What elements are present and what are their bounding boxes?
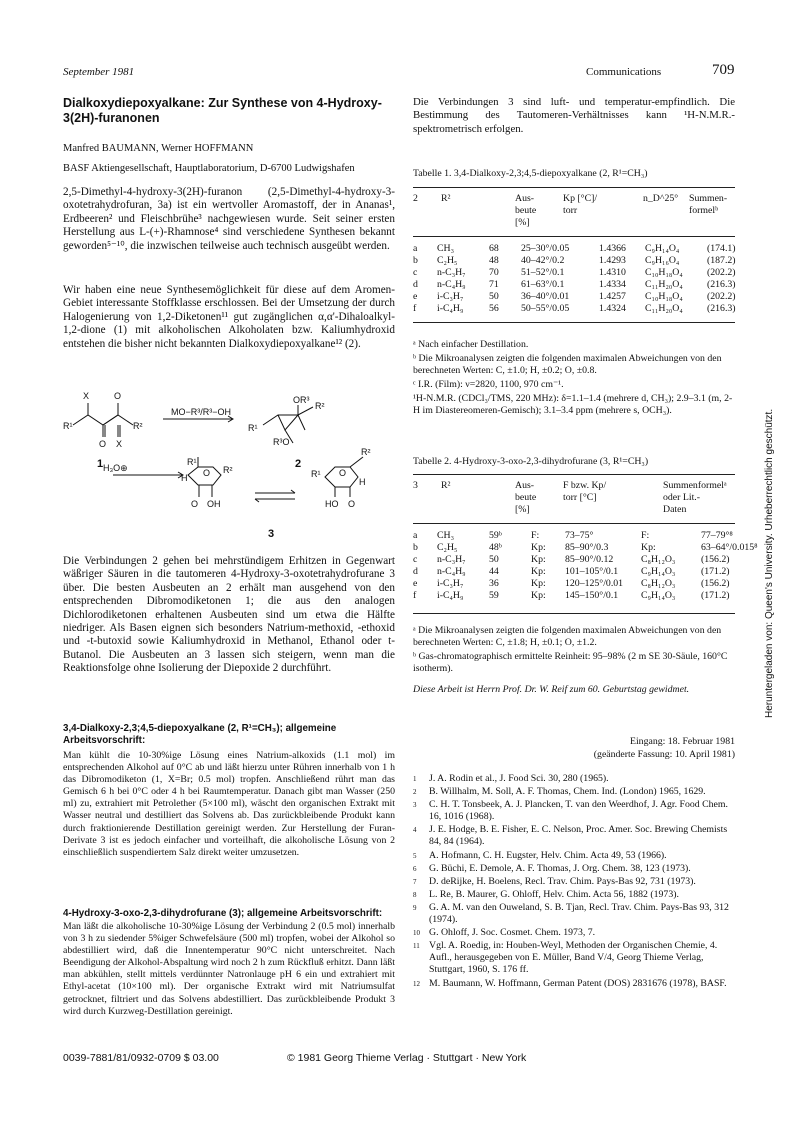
- table-2-cell: i-C₄H₉: [437, 590, 464, 601]
- paragraph-hydrolysis: Die Verbindungen 2 gehen bei mehrstündigem Erhitzen in Gegenwart wäßriger Säuren in die tautomeren 4-Hydroxy-3-oxotetrahydrofurane 3 über. Die besten Ausbeuten an 2 erhält man ausgehend von den entsprechenden Dibromodiketonen 1; die aus den analogen Dichlorodiketonen erhaltenen Ausbeuten sind um etwa die Hälfte niedriger. Als Basen eignen sich besonders Natrium-methoxid, -ethoxid und -t-butoxid sowie Kaliumhydroxid in Methanol, Ethanol oder t-Butanol. Die Ausbeuten an 3 lassen sich steigern, wenn man die Reaktionsfolge ohne Isolierung der Diepoxide 2 durchführt.: [63, 555, 395, 675]
- reference-item: [413, 799, 735, 824]
- reference-list: [413, 773, 735, 991]
- table-1-cell: (216.3): [707, 279, 736, 290]
- table-2-cell: C₉H₁₄O₃: [641, 590, 676, 601]
- reference-number: 9: [413, 903, 417, 912]
- table-1-cell: 1.4257: [599, 291, 626, 302]
- table-2-note: ᵇ Gas-chromatographisch ermittelte Reinheit: 95–98% (2 m SE 30-Säule, 160°C isotherm).: [413, 650, 728, 674]
- received-date: Eingang: 18. Februar 1981: [629, 736, 735, 747]
- table-1: [413, 193, 731, 229]
- svg-text:R²: R²: [315, 401, 325, 411]
- svg-text:R³O: R³O: [273, 437, 290, 447]
- table-1-cell: f: [413, 303, 417, 314]
- article-title: Dialkoxydiepoxyalkane: Zur Synthese von 4-Hydroxy-3(2H)-furanonen: [63, 96, 382, 125]
- svg-text:H: H: [181, 473, 188, 483]
- reference-text: A. Hofmann, C. H. Eugster, Helv. Chim. Acta 49, 53 (1966).: [429, 849, 667, 861]
- table-1-cell: 68: [489, 243, 499, 254]
- procedure-1-text: Man kühlt die 10-30%ige Lösung eines Natrium-alkoxids (1.1 mol) im entsprechenden Alkohol auf 0°C ab und läßt hierzu unter Rühren innerhalb von 1 h das Dibromodiketon (1, X=Br; 0.5 mol) tropfen. Anschließend rührt man das Gemisch 6 h bei 0°C oder 4 h bei Raumtemperatur. Danach gibt man Wasser (250 ml) zu, extrahiert mit Petrolether (5×100 ml), wäscht den organischen Extrakt mit Wasser neutral und destilliert das Solvens ab. Das zurückbleibende Produkt kann durch fraktionierende Destillation gereinigt werden. Zur Herstellung der Furan-Derivate 3 ist es jedoch einfacher und vorteilhaft, die alkoholische Lösung von 2 einschließlich suspendiertem Salz direkt weiter umzusetzen.: [63, 750, 395, 858]
- table-1-row: [413, 291, 751, 303]
- table-2-row: [413, 566, 765, 578]
- table-1-cell: b: [413, 255, 418, 266]
- table-1-cell: c: [413, 267, 418, 278]
- reference-text: L. Re, B. Maurer, G. Ohloff, Helv. Chim. Acta 56, 1882 (1973).: [429, 888, 679, 900]
- table-1-bottom-rule: [413, 322, 735, 323]
- table-1-cell: C₁₁H₂₀O₄: [645, 303, 683, 314]
- table-1-cell: (202.2): [707, 267, 736, 278]
- table-1-row: [413, 279, 751, 291]
- table-2-cell: 85–90°/0.3: [565, 542, 609, 553]
- compound-label-2: 2: [295, 458, 302, 470]
- table-1-cell: a: [413, 243, 418, 254]
- table-1-cell: 48: [489, 255, 499, 266]
- table-2-cell: 59ᵇ: [489, 530, 502, 541]
- svg-text:X: X: [116, 439, 123, 449]
- table-2-mid-rule: [413, 523, 735, 524]
- reference-item: [413, 978, 735, 991]
- procedure-2-heading: 4-Hydroxy-3-oxo-2,3-dihydrofurane (3); allgemeine Arbeitsvorschrift:: [63, 908, 383, 919]
- table-1-cell: 1.4366: [599, 243, 626, 254]
- table-1-notes: [413, 339, 735, 418]
- table-2-cell: 36: [489, 578, 499, 589]
- table-1-top-rule: [413, 187, 735, 188]
- table-2-cell: 120–125°/0.01: [565, 578, 624, 589]
- table-1-cell: 1.4310: [599, 267, 626, 278]
- table-2-cell: 63–64°/0.015⁸: [701, 542, 758, 553]
- reference-number: 4: [413, 826, 417, 835]
- reference-number: 1: [413, 775, 417, 783]
- reference-text: D. deRijke, H. Boelens, Recl. Trav. Chim. Pays-Bas 92, 731 (1973).: [429, 875, 696, 887]
- table-2-bottom-rule: [413, 613, 735, 614]
- table-1-caption: Tabelle 1. 3,4-Dialkoxy-2,3;4,5-diepoxyalkane (2, R¹=CH₃): [413, 168, 648, 179]
- table-2-cell: Kp:: [531, 578, 546, 589]
- table-1-mid-rule: [413, 236, 735, 237]
- svg-text:O: O: [114, 391, 122, 401]
- reference-text: G. Ohloff, J. Soc. Cosmet. Chem. 1973, 7.: [429, 927, 596, 939]
- table-1-cell: C₉H₁₆O₄: [645, 255, 680, 266]
- reference-item: [413, 940, 735, 977]
- table-2-cell: f: [413, 590, 417, 601]
- table-1-cell: C₁₁H₂₀O₄: [645, 279, 683, 290]
- svg-text:R²: R²: [361, 447, 371, 457]
- table-1-cell: 40–42°/0.2: [521, 255, 565, 266]
- table-2-header-cell: Summenformelᵃ oder Lit.- Daten: [663, 480, 727, 515]
- table-1-cell: (202.2): [707, 291, 736, 302]
- table-1-cell: C₂H₅: [437, 255, 458, 266]
- table-1-cell: 1.4334: [599, 279, 626, 290]
- table-1-row: [413, 267, 751, 279]
- reference-number: 10: [413, 929, 420, 938]
- table-1-cell: C₉H₁₄O₄: [645, 243, 680, 254]
- table-1-row: [413, 303, 751, 315]
- reference-item: [413, 773, 735, 786]
- paragraph-intro: 2,5-Dimethyl-4-hydroxy-3(2H)-furanon (2,5-Dimethyl-4-hydroxy-3-oxotetrahydrofuran, 3a) ist ein wertvoller Aromastoff, der in Ananas¹, Erdbeeren² und Fleischbrühe³ nachgewiesen wurde. Seit seiner ersten Herstellung aus L-(+)-Rhamnose⁴ sind verschiedene Synthesen bekannt geworden⁵⁻¹⁰, die inzwischen teilweise auch technisch ausgeübt werden.: [63, 186, 395, 252]
- svg-text:O: O: [191, 499, 199, 509]
- table-2-cell: 73–75°: [565, 530, 594, 541]
- table-2-cell: CH₃: [437, 530, 455, 541]
- svg-text:O: O: [99, 439, 107, 449]
- procedure-1-heading: 3,4-Dialkoxy-2,3;4,5-diepoxyalkane (2, R¹=CH₃); allgemeine Arbeitsvorschrift:: [63, 723, 337, 746]
- compound-label-3: 3: [268, 528, 275, 540]
- table-1-cell: 51–52°/0.1: [521, 267, 565, 278]
- table-2-cell: Kp:: [641, 542, 656, 553]
- footer-publisher: © 1981 Georg Thieme Verlag · Stuttgart · New York: [287, 1052, 527, 1064]
- reference-number: 12: [413, 979, 420, 988]
- table-1-cell: i-C₃H₇: [437, 291, 464, 302]
- dedication: Diese Arbeit ist Herrn Prof. Dr. W. Reif zum 60. Geburtstag gewidmet.: [413, 684, 690, 695]
- table-1-header-cell: Aus- beute [%]: [515, 193, 537, 228]
- revised-date: (geänderte Fassung: 10. April 1981): [593, 749, 735, 760]
- table-2-cell: 44: [489, 566, 499, 577]
- table-2-cell: 101–105°/0.1: [565, 566, 619, 577]
- svg-text:O: O: [348, 499, 356, 509]
- table-1-cell: (174.1): [707, 243, 736, 254]
- table-2-header-cell: Aus- beute [%]: [515, 480, 537, 515]
- reference-text: G. A. M. van den Ouweland, S. B. Tjan, Recl. Trav. Chim. Pays-Bas 93, 312 (1974).: [429, 901, 729, 926]
- reference-item: [413, 786, 735, 799]
- table-2-cell: (156.2): [701, 578, 730, 589]
- table-2-cell: F:: [531, 530, 540, 541]
- svg-text:R¹: R¹: [248, 423, 258, 433]
- table-2-cell: i-C₃H₇: [437, 578, 464, 589]
- reference-item: [413, 927, 735, 940]
- table-1-header-cell: R²: [441, 193, 451, 204]
- table-2-header-row: [413, 480, 731, 516]
- svg-text:R²: R²: [133, 421, 143, 431]
- table-1-header-cell: Kp [°C]/ torr: [563, 193, 598, 216]
- table-2-note: ᵃ Die Mikroanalysen zeigten die folgenden maximalen Abweichungen von den berechneten Werten: C, ±1.8; H, ±0.1; O, ±1.2.: [413, 625, 722, 648]
- table-1-note: ᵇ Die Mikroanalysen zeigten die folgenden maximalen Abweichungen von den berechneten Werten: C, ±1.0; H, ±0.2; O, ±0.8.: [413, 352, 722, 376]
- table-2-row: [413, 554, 765, 566]
- svg-text:X: X: [83, 391, 90, 401]
- reference-text: M. Baumann, W. Hoffmann, German Patent (DOS) 2831676 (1978), BASF.: [429, 977, 727, 989]
- table-2: [413, 480, 731, 516]
- reference-text: B. Willhalm, M. Soll, A. F. Thomas, Chem. Ind. (London) 1965, 1629.: [429, 786, 706, 798]
- svg-text:R¹: R¹: [187, 457, 197, 467]
- table-2-cell: C₂H₅: [437, 542, 458, 553]
- table-2-cell: F:: [641, 530, 650, 541]
- table-2-cell: 59: [489, 590, 499, 601]
- reference-item: [413, 876, 735, 889]
- table-1-cell: 56: [489, 303, 499, 314]
- reference-item: [413, 902, 735, 927]
- svg-text:MO−R³/R³−OH: MO−R³/R³−OH: [171, 407, 232, 417]
- table-2-cell: Kp:: [531, 554, 546, 565]
- table-2-header-cell: F bzw. Kp/ torr [°C]: [563, 480, 607, 503]
- reference-number: 7: [413, 877, 417, 886]
- svg-text:R¹: R¹: [63, 421, 73, 431]
- table-1-cell: 50: [489, 291, 499, 302]
- svg-text:OH: OH: [207, 499, 221, 509]
- reference-text: C. H. T. Tonsbeek, A. J. Plancken, T. van den Weerdhof, J. Agr. Food Chem. 16, 1016 (1968).: [429, 799, 728, 823]
- table-2-cell: Kp:: [531, 590, 546, 601]
- table-1-cell: 36–40°/0.01: [521, 291, 570, 302]
- table-1-header-cell: 2: [413, 193, 418, 204]
- table-1-cell: (187.2): [707, 255, 736, 266]
- table-1-cell: C₁₀H₁₈O₄: [645, 291, 683, 302]
- table-1-cell: 61–63°/0.1: [521, 279, 565, 290]
- table-1-cell: n-C₃H₇: [437, 267, 466, 278]
- reference-number: 6: [413, 864, 417, 873]
- table-1-note: ¹H-N.M.R. (CDCl₃/TMS, 220 MHz): δ=1.1–1.4 (mehrere d, CH₃); 2.9–3.1 (m, 2-H im Diastereomeren-Gemisch); 3.1–3.4 ppm (mehrere s, OCH₃).: [413, 392, 733, 416]
- table-1-note: ᶜ I.R. (Film): ν=2820, 1100, 970 cm⁻¹.: [413, 378, 564, 390]
- running-header-date: September 1981: [63, 66, 135, 78]
- reference-item: [413, 850, 735, 863]
- svg-text:R²: R²: [223, 465, 233, 475]
- svg-text:OR³: OR³: [293, 395, 310, 405]
- table-2-cell: n-C₃H₇: [437, 554, 466, 565]
- table-2-cell: 77–79°⁸: [701, 530, 733, 541]
- table-1-cell: i-C₄H₉: [437, 303, 464, 314]
- table-1-row: [413, 243, 751, 255]
- reaction-scheme: [63, 385, 395, 545]
- affiliation: BASF Aktiengesellschaft, Hauptlaboratorium, D-6700 Ludwigshafen: [63, 163, 355, 174]
- table-2-cell: c: [413, 554, 418, 565]
- paragraph-synthesis: Wir haben eine neue Synthesemöglichkeit für diese auf dem Aromen-Gebiet interessante Stoffklasse erschlossen. Bei der Umsetzung der durch Halogenierung von 1,2-Diketonen¹¹ gut zugänglichen α,α'-Dihaloalkyl-1,2-dione (1) mit alkoholischen Alkoholaten bzw. Kaliumhydroxid entstehen die bisher nicht bekannten Dialkoxydiepoxyalkane¹² (2).: [63, 284, 395, 350]
- footer-issn: 0039-7881/81/0932-0709 $ 03.00: [63, 1052, 219, 1064]
- reference-item: [413, 863, 735, 876]
- table-1-cell: 1.4324: [599, 303, 626, 314]
- table-2-cell: (171.2): [701, 566, 730, 577]
- table-2-cell: C₈H₁₂O₃: [641, 578, 676, 589]
- svg-text:O: O: [339, 468, 347, 478]
- table-2-cell: C₉H₁₄O₃: [641, 566, 676, 577]
- table-2-header-cell: 3: [413, 480, 418, 491]
- reference-item: [413, 889, 735, 902]
- reference-number: 3: [413, 801, 417, 810]
- table-1-row: [413, 255, 751, 267]
- page-number: 709: [712, 62, 735, 78]
- table-2-top-rule: [413, 474, 735, 475]
- procedure-2-text: Man läßt die alkoholische 10-30%ige Lösung der Verbindung 2 (0.5 mol) innerhalb von 3 h zu siedender 5%iger Schwefelsäure (500 ml) tropfen, wobei der Alkohol so abdestilliert wird, daß die Innentemperatur 90°C nicht unterschreitet. Nach Beendigung der Alkohol-Abspaltung wird noch 2 h zum Rückfluß erhitzt. Dann läßt man abkühlen, stellt mittels verdünnter Natronlauge pH 6 ein und extrahiert mit Ethyl-acetat (10×100 ml). Der organische Extrakt wird mit Natriumsulfat getrocknet, filtriert und das Solvens abdestilliert. Das zurückbleibende Produkt 3 wird durch Kurzweg-Destillation gereinigt.: [63, 921, 395, 1017]
- table-1-cell: e: [413, 291, 418, 302]
- table-2-cell: 50: [489, 554, 499, 565]
- table-2-cell: 48ᵇ: [489, 542, 502, 553]
- table-1-cell: n-C₄H₉: [437, 279, 466, 290]
- authors: Manfred BAUMANN, Werner HOFFMANN: [63, 143, 254, 154]
- table-2-caption: Tabelle 2. 4-Hydroxy-3-oxo-2,3-dihydrofurane (3, R¹=CH₃): [413, 456, 649, 467]
- reference-number: 8: [413, 890, 417, 899]
- table-2-cell: n-C₄H₉: [437, 566, 466, 577]
- table-2-cell: d: [413, 566, 418, 577]
- table-2-notes: [413, 625, 735, 677]
- table-2-cell: (171.2): [701, 590, 730, 601]
- table-2-cell: Kp:: [531, 566, 546, 577]
- table-1-body: [413, 243, 751, 315]
- svg-text:R¹: R¹: [311, 469, 321, 479]
- table-2-cell: 145–150°/0.1: [565, 590, 619, 601]
- table-2-row: [413, 530, 765, 542]
- compound-label-1: 1: [97, 458, 104, 470]
- table-1-cell: 25–30°/0.05: [521, 243, 570, 254]
- table-1-note: ᵃ Nach einfacher Destillation.: [413, 339, 529, 350]
- table-2-cell: e: [413, 578, 418, 589]
- download-watermark: Heruntergeladen von: Queen's University. Urheberrechtlich geschützt.: [764, 408, 775, 718]
- table-2-cell: a: [413, 530, 418, 541]
- table-2-row: [413, 578, 765, 590]
- reference-text: J. A. Rodin et al., J. Food Sci. 30, 280 (1965).: [429, 773, 609, 784]
- running-header-section: Communications: [586, 66, 662, 78]
- svg-text:O: O: [203, 468, 211, 478]
- reference-number: 11: [413, 942, 420, 951]
- reference-text: G. Büchi, E. Demole, A. F. Thomas, J. Org. Chem. 38, 123 (1973).: [429, 862, 691, 874]
- paragraph-stability: Die Verbindungen 3 sind luft- und temperatur-empfindlich. Die Bestimmung des Tautomeren-Verhältnisses kann ¹H-N.M.R.-spektrometrisch erfolgen.: [413, 96, 735, 135]
- table-1-cell: 71: [489, 279, 499, 290]
- table-1-header-row: [413, 193, 731, 229]
- reference-number: 5: [413, 851, 417, 860]
- svg-text:H: H: [359, 477, 366, 487]
- table-2-cell: b: [413, 542, 418, 553]
- table-1-cell: 70: [489, 267, 499, 278]
- reference-item: [413, 824, 735, 849]
- table-2-row: [413, 590, 765, 602]
- table-1-cell: C₁₀H₁₈O₄: [645, 267, 683, 278]
- table-1-cell: d: [413, 279, 418, 290]
- table-2-cell: Kp:: [531, 542, 546, 553]
- reference-number: 2: [413, 788, 417, 797]
- svg-text:H₃O⊕: H₃O⊕: [103, 463, 128, 473]
- table-1-cell: 50–55°/0.05: [521, 303, 570, 314]
- table-1-cell: (216.3): [707, 303, 736, 314]
- table-2-cell: 85–90°/0.12: [565, 554, 614, 565]
- table-2-body: [413, 530, 765, 602]
- svg-text:HO: HO: [325, 499, 339, 509]
- table-1-cell: CH₃: [437, 243, 455, 254]
- reference-text: J. E. Hodge, B. E. Fisher, E. C. Nelson, Proc. Amer. Soc. Brewing Chemists 84, 84 (1964).: [429, 824, 728, 848]
- table-2-cell: (156.2): [701, 554, 730, 565]
- table-1-header-cell: Summen- formelᵇ: [689, 193, 728, 216]
- table-1-cell: 1.4293: [599, 255, 626, 266]
- reference-text: Vgl. A. Roedig, in: Houben-Weyl, Methoden der Organischen Chemie, 4. Aufl., herausgegeben von E. Müller, Band V/4, Georg Thieme Verlag, Stuttgart, 1960, S. 176 ff.: [429, 940, 718, 976]
- table-2-header-cell: R²: [441, 480, 451, 491]
- table-2-row: [413, 542, 765, 554]
- table-1-header-cell: n_D^25°: [643, 193, 679, 204]
- table-2-cell: C₈H₁₂O₃: [641, 554, 676, 565]
